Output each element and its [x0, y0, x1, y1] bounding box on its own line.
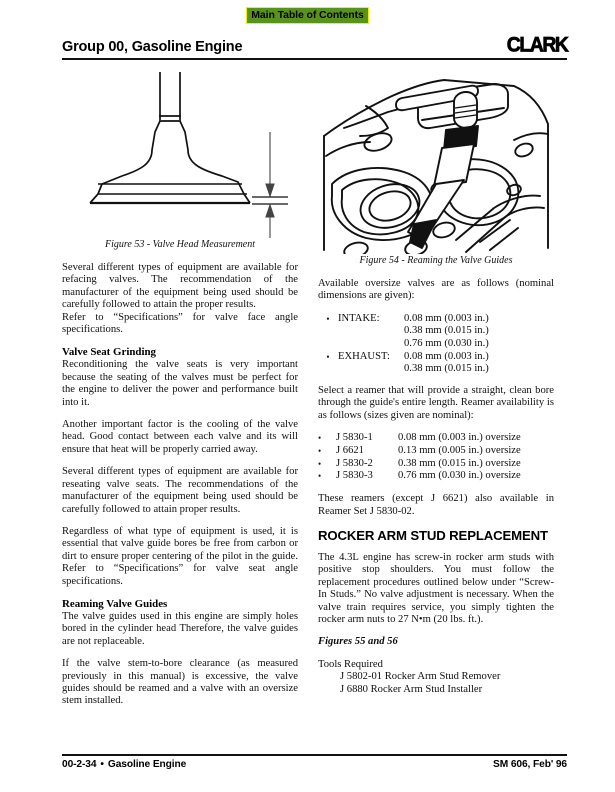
list-item [318, 445, 554, 458]
paragraph-rocker-arm-studs: The 4.3L engine has screw-in rocker arm studs with positive stop shoulders. You must follow the replacement procedures outlined below under “Screw-In Studs.” No valve adjustment is necessary. When the valve train requires service, you simply tighten the rocker arm nuts to 27 N•m (20 lbs. ft.). [318, 552, 554, 626]
footer-section-name: Gasoline Engine [107, 759, 187, 770]
reamer-size: 0.13 mm (0.005 in.) oversize [398, 444, 521, 456]
tools-required-item: J 5802-01 Rocker Arm Stud Remover [340, 671, 501, 683]
spec-row [318, 313, 554, 326]
bullet-icon: • [326, 313, 330, 324]
right-column [318, 72, 554, 718]
list-item [318, 432, 554, 445]
list-item [318, 470, 554, 483]
spec-value: 0.38 mm (0.015 in.) [404, 363, 489, 375]
tools-required-item: J 6880 Rocker Arm Stud Installer [340, 684, 483, 696]
footer-separator-icon: • [100, 759, 104, 770]
footer-document-id: SM 606, Feb' 96 [493, 759, 567, 770]
paragraph-select-reamer: Select a reamer that will provide a straight, clean bore through the guide's entire length. Reamer availability is as follows (sizes given are nominal): [318, 384, 554, 421]
bullet-icon: • [318, 458, 322, 469]
reamer-code: J 5830-3 [336, 470, 373, 482]
tools-required-title: Tools Required [318, 658, 383, 670]
reamer-size: 0.76 mm (0.030 in.) oversize [398, 470, 521, 482]
spec-label: INTAKE: [338, 312, 380, 324]
spec-value: 0.08 mm (0.003 in.) [404, 350, 489, 362]
spec-value: 0.08 mm (0.003 in.) [404, 312, 489, 324]
paragraph-oversize-valves-intro: Available oversize valves are as follows (nominal dimensions are given): [318, 278, 554, 302]
paragraph-valve-cooling: Another important factor is the cooling of the valve head. Good contact between each valve and its will ensure that heat will be properly carried away. [62, 419, 298, 455]
spec-value: 0.38 mm (0.015 in.) [404, 325, 489, 337]
paragraph-reconditioning-seats: Reconditioning the valve seats is very important because the seating of the valves must be perfect for the engine to deliver the power and performance built into it. [62, 359, 298, 408]
spec-row [318, 363, 554, 376]
page-footer [62, 754, 567, 770]
bullet-icon: • [326, 351, 330, 362]
footer-page-number: 00-2-34 [62, 759, 97, 770]
header-divider [62, 58, 567, 60]
list-item [318, 458, 554, 471]
spec-row [318, 351, 554, 364]
reamer-code: J 5830-2 [336, 457, 373, 469]
footer-divider [62, 754, 567, 756]
page-title: Group 00, Gasoline Engine [62, 39, 243, 55]
page-content [62, 72, 554, 718]
dimension-measurement-arrow [252, 132, 288, 238]
page-header [62, 33, 567, 60]
bullet-icon: • [318, 445, 322, 456]
header-row [62, 33, 567, 58]
top-nav-bar [0, 0, 615, 37]
figure-53-caption: Figure 53 - Valve Head Measurement [104, 239, 256, 250]
bullet-icon: • [318, 433, 322, 443]
footer-row [62, 759, 567, 770]
reamer-code: J 6621 [336, 444, 364, 456]
figures-reference: Figures 55 and 56 [318, 636, 398, 648]
oversize-valve-spec-list [318, 313, 554, 376]
bullet-icon: • [318, 471, 322, 482]
reamer-code: J 5830-1 [336, 432, 373, 443]
section-heading-rocker-arm-stud-replacement: ROCKER ARM STUD REPLACEMENT [318, 528, 548, 543]
paragraph-guide-bore-cleanliness: Regardless of what type of equipment is used, it is essential that valve guide bores be free from carbon or dirt to ensure proper centering of the pilot in the guide. Refer to “Specifications” for valve seat angle specifications. [62, 525, 298, 587]
reamer-size: 0.38 mm (0.015 in.) oversize [398, 457, 521, 469]
paragraph-refer-face-angle: Refer to “Specifications” for valve face angle specifications. [62, 311, 298, 336]
paragraph-reseating-equipment: Several different types of equipment are available for reseating valve seats. The recommendations of the manufacturer of the equipment being used should be carefully followed to attain proper results. [62, 466, 298, 515]
main-table-of-contents-button[interactable]: Main Table of Contents [246, 7, 369, 24]
reamer-availability-list [318, 432, 554, 483]
spec-value: 0.76 mm (0.030 in.) [404, 338, 489, 349]
valve-head-diagram-graphic [62, 72, 298, 238]
reamer-size: 0.08 mm (0.003 in.) oversize [398, 432, 521, 443]
paragraph-reamer-set: These reamers (except J 6621) also available in Reamer Set J 5830-02. [318, 493, 554, 517]
footer-page-reference [62, 759, 186, 770]
paragraph-refacing-equipment: Several different types of equipment are available for refacing valves. The recommendation of the manufacturer of the equipment being used should be carefully followed to attain the proper results. [62, 262, 298, 311]
spec-row [318, 325, 554, 338]
heading-reaming-valve-guides: Reaming Valve Guides [62, 597, 168, 610]
reaming-valve-guides-graphic [318, 72, 554, 254]
spec-row [318, 338, 554, 351]
figure-53-valve-head-measurement [62, 72, 298, 238]
spec-label: EXHAUST: [338, 350, 390, 362]
figure-54-reaming-valve-guides [318, 72, 554, 254]
left-column [62, 72, 298, 718]
clark-brand-logo: CLARK [506, 33, 567, 58]
paragraph-guides-bored-in-head: The valve guides used in this engine are simply holes bored in the cylinder head Therefore, the valve guides are not replaceable. [62, 610, 298, 647]
figure-54-caption: Figure 54 - Reaming the Valve Guides [359, 255, 513, 266]
heading-valve-seat-grinding: Valve Seat Grinding [62, 346, 156, 359]
paragraph-stem-to-bore-clearance: If the valve stem-to-bore clearance (as measured previously in this manual) is excessive, the valve guides should be reamed and a valve with an oversize stem installed. [62, 658, 298, 707]
